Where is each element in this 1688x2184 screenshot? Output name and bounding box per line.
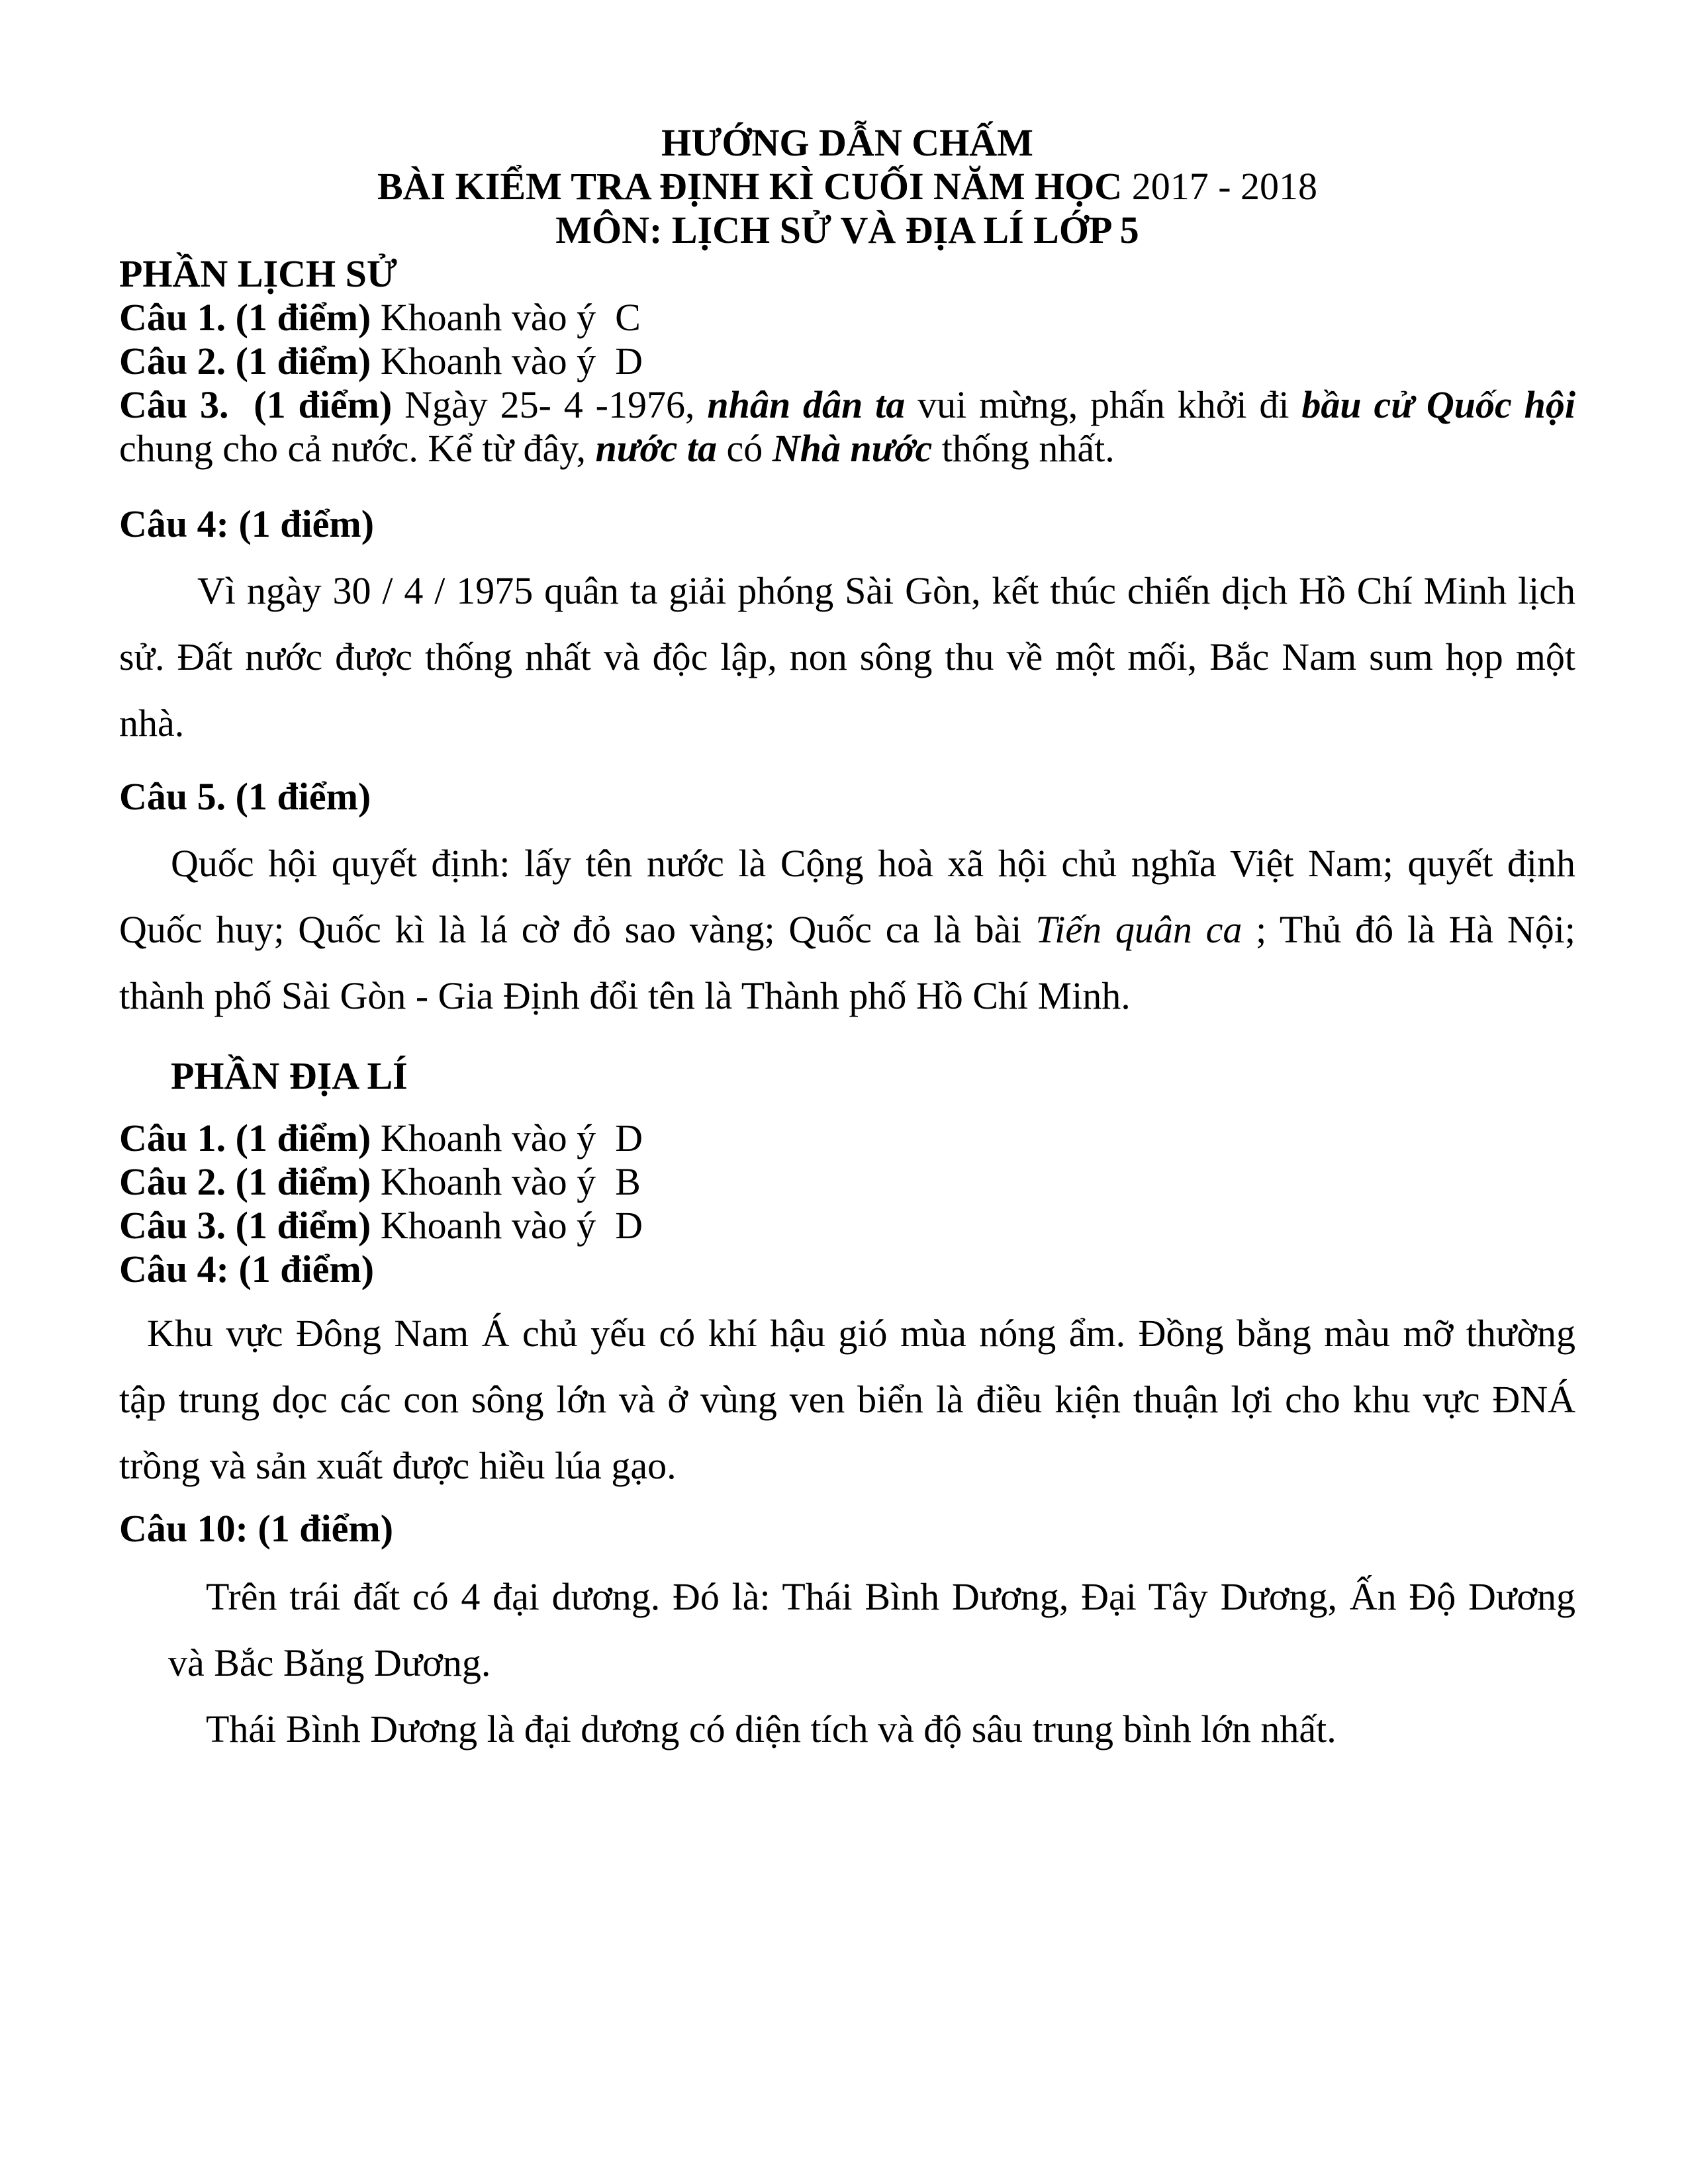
paragraph-line: Khu vực Đông Nam Á chủ yếu có khí hậu gió mùa nóng ẩm. Đồng bằng màu mỡ thường (147, 1312, 1575, 1355)
q3-run: vui mừng, phấn khởi đi (905, 383, 1302, 426)
answer-text: Khoanh vào ý C (371, 296, 641, 339)
q3-run-emphasis: Nhà nước (772, 427, 933, 470)
geography-answer-line-2 (119, 1160, 1575, 1204)
answer-text: Khoanh vào ý B (371, 1160, 641, 1203)
history-q3-paragraph (119, 383, 1575, 471)
anthem-title: Tiến quân ca (1035, 908, 1243, 951)
paragraph-line (119, 897, 1575, 963)
q3-run: thống nhất. (932, 427, 1115, 470)
geography-q10-note-paragraph (168, 1696, 1575, 1762)
q3-run: Ngày 25- 4 -1976, (404, 383, 708, 426)
answer-text: Khoanh vào ý D (371, 1116, 643, 1160)
doc-subtitle (119, 165, 1575, 208)
doc-subject: MÔN: LỊCH SỬ VÀ ĐỊA LÍ LỚP 5 (555, 208, 1139, 251)
q3-run-emphasis: nước ta (595, 427, 717, 470)
doc-subtitle-main: BÀI KIỂM TRA ĐỊNH KÌ CUỐI NĂM HỌC (377, 165, 1123, 208)
history-q4-heading: Câu 4: (1 điểm) (119, 502, 375, 545)
geography-section-heading: PHẦN ĐỊA LÍ (171, 1054, 408, 1097)
answer-label: Câu 2. (1 điểm) (119, 340, 371, 383)
geography-q10-heading: Câu 10: (1 điểm) (119, 1507, 394, 1550)
paragraph-line: thành phố Sài Gòn - Gia Định đổi tên là Thành phố Hồ Chí Minh. (119, 974, 1131, 1017)
paragraph-line: trồng và sản xuất được hiều lúa gạo. (119, 1444, 677, 1487)
history-section-heading: PHẦN LỊCH SỬ (119, 252, 397, 295)
q3-run: có (716, 427, 773, 470)
answer-text: Khoanh vào ý D (371, 1204, 643, 1247)
q3-run-emphasis: nhân dân ta (707, 383, 906, 426)
geography-q10-paragraph (168, 1564, 1575, 1696)
q3-label: Câu 3. (1 điểm) (119, 383, 405, 426)
history-q4-paragraph (119, 558, 1575, 756)
geography-q4-heading: Câu 4: (1 điểm) (119, 1248, 375, 1291)
q5-run: Quốc huy; Quốc kì là lá cờ đỏ sao vàng; Quốc ca là bài (119, 908, 1036, 951)
paragraph-line: và Bắc Băng Dương. (168, 1641, 491, 1684)
answer-label: Câu 1. (1 điểm) (119, 1116, 371, 1160)
answer-label: Câu 1. (1 điểm) (119, 296, 371, 339)
answer-label: Câu 3. (1 điểm) (119, 1204, 371, 1247)
answer-label: Câu 2. (1 điểm) (119, 1160, 371, 1203)
history-answer-line-2 (119, 340, 1575, 383)
history-q5-heading: Câu 5. (1 điểm) (119, 775, 371, 818)
q5-run: ; Thủ đô là Hà Nội; (1242, 908, 1575, 951)
doc-title: HƯỚNG DẪN CHẤM (661, 121, 1033, 164)
answer-text: Khoanh vào ý D (371, 340, 643, 383)
doc-subtitle-year: 2017 - 2018 (1122, 165, 1318, 208)
paragraph-line: Quốc hội quyết định: lấy tên nước là Cộng hoà xã hội chủ nghĩa Việt Nam; quyết định (171, 842, 1575, 885)
q3-run-emphasis: bầu cử Quốc hội (1301, 383, 1575, 426)
history-q3-line-2 (119, 427, 1575, 471)
geography-answer-line-3 (119, 1204, 1575, 1248)
paragraph-line: sử. Đất nước được thống nhất và độc lập, non sông thu về một mối, Bắc Nam sum họp một (119, 635, 1575, 678)
history-q5-paragraph (119, 831, 1575, 1029)
paragraph-line: Thái Bình Dương là đại dương có diện tích và độ sâu trung bình lớn nhất. (206, 1707, 1336, 1751)
q3-run: chung cho cả nước. Kể từ đây, (119, 427, 596, 470)
paragraph-line: Trên trái đất có 4 đại dương. Đó là: Thái Bình Dương, Đại Tây Dương, Ấn Độ Dương (206, 1575, 1575, 1618)
history-q3-line-1 (119, 383, 1575, 427)
paragraph-line: tập trung dọc các con sông lớn và ở vùng ven biển là điều kiện thuận lợi cho khu vực ĐNÁ (119, 1378, 1575, 1421)
geography-answers (119, 1116, 1575, 1248)
paragraph-line: nhà. (119, 702, 185, 745)
doc-header (119, 121, 1575, 252)
history-answer-line-1 (119, 296, 1575, 340)
paragraph-line: Vì ngày 30 / 4 / 1975 quân ta giải phóng Sài Gòn, kết thúc chiến dịch Hồ Chí Minh lịch (197, 569, 1575, 612)
geography-answer-line-1 (119, 1116, 1575, 1160)
geography-q4-paragraph (119, 1300, 1575, 1499)
